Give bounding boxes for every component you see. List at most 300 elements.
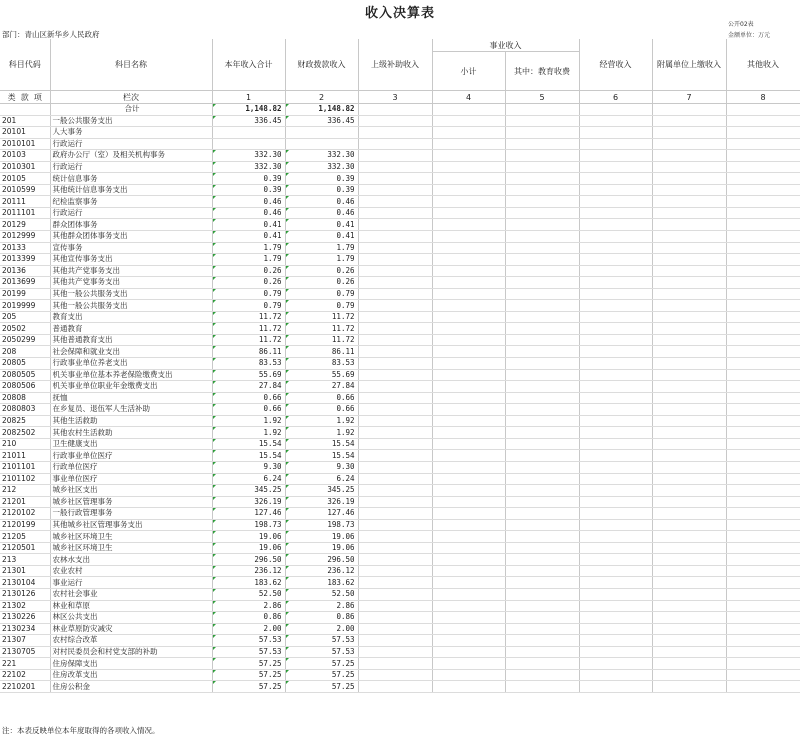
empty-cell [358, 277, 432, 289]
empty-cell [652, 623, 726, 635]
name-cell: 政府办公厅（室）及相关机构事务 [50, 150, 212, 162]
empty-cell [432, 427, 505, 439]
header-cat: 类 [7, 92, 16, 102]
empty-cell [505, 542, 579, 554]
table-row [0, 554, 800, 566]
empty-cell [358, 392, 432, 404]
name-cell: 在乡复员、退伍军人生活补助 [50, 404, 212, 416]
fiscal-income-cell: 183.62 [285, 577, 358, 589]
code-cell: 2080803 [0, 404, 50, 416]
name-cell: 其他一般公共服务支出 [50, 300, 212, 312]
table-row [0, 600, 800, 612]
empty-cell [432, 623, 505, 635]
unit-label: 金额单位：万元 [728, 32, 771, 39]
table-row [0, 635, 800, 647]
empty-cell [652, 565, 726, 577]
empty-cell [432, 173, 505, 185]
empty-cell [505, 381, 579, 393]
empty-cell [358, 450, 432, 462]
name-cell: 林业和草原 [50, 600, 212, 612]
empty-cell [652, 646, 726, 658]
empty-cell [505, 658, 579, 670]
empty-cell [358, 369, 432, 381]
table-row [0, 311, 800, 323]
header-affiliated: 附属单位上缴收入 [652, 39, 726, 91]
code-cell: 2010101 [0, 138, 50, 150]
empty-cell [652, 392, 726, 404]
empty-cell [505, 565, 579, 577]
table-row [0, 485, 800, 497]
empty-cell [358, 127, 432, 139]
total-income-cell: 0.46 [212, 196, 285, 208]
name-cell: 农村综合改革 [50, 635, 212, 647]
fiscal-income-cell: 1.92 [285, 415, 358, 427]
empty-cell [579, 438, 652, 450]
fiscal-income-cell: 326.19 [285, 496, 358, 508]
total-income-cell: 0.86 [212, 612, 285, 624]
empty-cell [579, 623, 652, 635]
empty-cell [652, 265, 726, 277]
header-code: 科目代码 [0, 39, 50, 91]
empty-cell [358, 508, 432, 520]
empty-cell [358, 115, 432, 127]
empty-cell [432, 346, 505, 358]
fiscal-income-cell: 0.46 [285, 207, 358, 219]
empty-cell [726, 277, 800, 289]
table-row [0, 577, 800, 589]
fiscal-income-cell: 0.79 [285, 288, 358, 300]
empty-cell [358, 311, 432, 323]
code-cell: 2050299 [0, 334, 50, 346]
empty-cell [652, 300, 726, 312]
table-row [0, 138, 800, 150]
empty-cell [726, 173, 800, 185]
table-row [0, 277, 800, 289]
empty-cell [652, 369, 726, 381]
empty-cell [579, 277, 652, 289]
header-fiscal: 财政拨款收入 [285, 39, 358, 91]
empty-cell [358, 104, 432, 116]
empty-cell [358, 681, 432, 693]
empty-cell [432, 265, 505, 277]
empty-cell [726, 288, 800, 300]
empty-cell [505, 588, 579, 600]
empty-cell [358, 612, 432, 624]
name-cell: 行政事业单位养老支出 [50, 358, 212, 370]
empty-cell [432, 658, 505, 670]
empty-cell [726, 334, 800, 346]
table-row [0, 669, 800, 681]
fiscal-income-cell: 2.86 [285, 600, 358, 612]
fiscal-income-cell: 198.73 [285, 519, 358, 531]
table-row [0, 450, 800, 462]
total-income-cell [212, 127, 285, 139]
total-income-cell: 1.92 [212, 427, 285, 439]
fiscal-income-cell: 0.46 [285, 196, 358, 208]
empty-cell [579, 461, 652, 473]
empty-cell [358, 404, 432, 416]
total-income-cell: 55.69 [212, 369, 285, 381]
income-table [0, 39, 800, 693]
empty-cell [505, 346, 579, 358]
code-cell: 2012999 [0, 231, 50, 243]
empty-cell [652, 311, 726, 323]
empty-cell [652, 473, 726, 485]
table-row [0, 323, 800, 335]
total-income-cell: 15.54 [212, 450, 285, 462]
empty-cell [358, 254, 432, 266]
empty-cell [652, 231, 726, 243]
total-income-cell: 0.41 [212, 231, 285, 243]
empty-cell [579, 612, 652, 624]
empty-cell [432, 358, 505, 370]
empty-cell [726, 681, 800, 693]
empty-cell [505, 311, 579, 323]
empty-cell [652, 427, 726, 439]
empty-cell [726, 588, 800, 600]
empty-cell [432, 612, 505, 624]
table-row [0, 531, 800, 543]
total-income-cell: 9.30 [212, 461, 285, 473]
empty-cell [358, 600, 432, 612]
empty-cell [652, 519, 726, 531]
empty-cell [579, 542, 652, 554]
total-income-cell: 57.25 [212, 669, 285, 681]
fiscal-income-cell: 2.00 [285, 623, 358, 635]
empty-cell [579, 115, 652, 127]
fiscal-income-cell: 332.30 [285, 150, 358, 162]
empty-cell [726, 161, 800, 173]
fiscal-income-cell: 345.25 [285, 485, 358, 497]
table-row [0, 461, 800, 473]
fiscal-income-cell: 0.66 [285, 404, 358, 416]
code-cell: 212 [0, 485, 50, 497]
empty-cell [579, 150, 652, 162]
empty-cell [579, 565, 652, 577]
empty-cell [726, 358, 800, 370]
empty-cell [505, 508, 579, 520]
empty-cell [579, 485, 652, 497]
total-income-cell: 345.25 [212, 485, 285, 497]
empty-cell [579, 323, 652, 335]
total-income-cell: 11.72 [212, 311, 285, 323]
empty-cell [579, 381, 652, 393]
empty-cell [505, 473, 579, 485]
empty-cell [358, 138, 432, 150]
code-cell: 2013699 [0, 277, 50, 289]
code-cell: 21301 [0, 565, 50, 577]
empty-cell [505, 438, 579, 450]
total-income-cell: 11.72 [212, 334, 285, 346]
empty-cell [505, 519, 579, 531]
empty-cell [432, 277, 505, 289]
header-kuan: 款 [20, 92, 29, 102]
empty-cell [726, 346, 800, 358]
empty-cell [358, 265, 432, 277]
empty-cell [579, 531, 652, 543]
total-income-cell: 236.12 [212, 565, 285, 577]
column-number: 8 [726, 91, 800, 104]
empty-cell [579, 173, 652, 185]
total-income-cell: 0.66 [212, 404, 285, 416]
empty-cell [505, 196, 579, 208]
code-cell: 22102 [0, 669, 50, 681]
empty-cell [358, 323, 432, 335]
empty-cell [432, 542, 505, 554]
empty-cell [358, 588, 432, 600]
empty-cell [579, 346, 652, 358]
empty-cell [358, 207, 432, 219]
empty-cell [505, 600, 579, 612]
empty-cell [726, 115, 800, 127]
empty-cell [726, 600, 800, 612]
name-cell: 行政运行 [50, 138, 212, 150]
name-cell: 普通教育 [50, 323, 212, 335]
empty-cell [358, 531, 432, 543]
empty-cell [358, 565, 432, 577]
empty-cell [652, 681, 726, 693]
empty-cell [579, 184, 652, 196]
table-row [0, 300, 800, 312]
fiscal-income-cell: 57.25 [285, 681, 358, 693]
total-income-cell: 2.86 [212, 600, 285, 612]
empty-cell [579, 334, 652, 346]
empty-cell [505, 681, 579, 693]
name-cell: 住房保障支出 [50, 658, 212, 670]
empty-cell [432, 369, 505, 381]
header-total: 本年收入合计 [212, 39, 285, 91]
empty-cell [505, 277, 579, 289]
empty-cell [358, 485, 432, 497]
empty-cell [726, 127, 800, 139]
total-income-cell: 0.66 [212, 392, 285, 404]
code-cell: 20133 [0, 242, 50, 254]
empty-cell [579, 404, 652, 416]
empty-cell [652, 461, 726, 473]
empty-cell [579, 658, 652, 670]
empty-cell [726, 519, 800, 531]
code-cell: 2101101 [0, 461, 50, 473]
name-cell: 农业农村 [50, 565, 212, 577]
empty-cell [358, 519, 432, 531]
empty-cell [432, 438, 505, 450]
empty-cell [358, 173, 432, 185]
empty-cell [505, 161, 579, 173]
name-cell: 城乡社区支出 [50, 485, 212, 497]
empty-cell [358, 381, 432, 393]
empty-cell [505, 531, 579, 543]
name-cell: 一般行政管理事务 [50, 508, 212, 520]
name-cell: 林区公共支出 [50, 612, 212, 624]
header-subtotal: 小计 [432, 52, 505, 91]
header-operating: 经营收入 [579, 39, 652, 91]
table-row [0, 473, 800, 485]
empty-cell [652, 669, 726, 681]
code-cell: 21302 [0, 600, 50, 612]
empty-cell [579, 392, 652, 404]
footnote: 注：本表反映单位本年度取得的各项收入情况。 [2, 726, 160, 735]
empty-cell [358, 461, 432, 473]
column-number: 1 [212, 91, 285, 104]
total-fiscal-cell: 1,148.82 [285, 104, 358, 116]
department-label: 部门：青山区新华乡人民政府 [2, 30, 100, 39]
code-cell: 20825 [0, 415, 50, 427]
empty-cell [579, 669, 652, 681]
empty-cell [579, 496, 652, 508]
name-cell: 城乡社区管理事务 [50, 496, 212, 508]
table-row [0, 681, 800, 693]
empty-cell [505, 496, 579, 508]
empty-cell [432, 404, 505, 416]
empty-cell [432, 381, 505, 393]
empty-cell [726, 231, 800, 243]
empty-cell [505, 577, 579, 589]
empty-cell [726, 669, 800, 681]
name-cell: 住房改革支出 [50, 669, 212, 681]
empty-cell [358, 334, 432, 346]
empty-cell [726, 265, 800, 277]
name-cell: 对村民委员会和村党支部的补助 [50, 646, 212, 658]
total-income-cell: 326.19 [212, 496, 285, 508]
empty-cell [579, 519, 652, 531]
total-income-cell: 332.30 [212, 150, 285, 162]
empty-cell [432, 161, 505, 173]
fiscal-income-cell: 6.24 [285, 473, 358, 485]
empty-cell [579, 635, 652, 647]
table-row [0, 207, 800, 219]
empty-cell [579, 196, 652, 208]
empty-cell [432, 150, 505, 162]
empty-cell [579, 577, 652, 589]
name-cell: 一般公共服务支出 [50, 115, 212, 127]
table-row [0, 334, 800, 346]
empty-cell [652, 381, 726, 393]
code-cell: 2101102 [0, 473, 50, 485]
total-income-cell: 1.92 [212, 415, 285, 427]
fiscal-income-cell: 0.39 [285, 173, 358, 185]
total-income-cell: 11.72 [212, 323, 285, 335]
name-cell: 住房公积金 [50, 681, 212, 693]
empty-cell [432, 496, 505, 508]
empty-cell [358, 438, 432, 450]
code-cell: 205 [0, 311, 50, 323]
empty-cell [358, 623, 432, 635]
empty-cell [726, 438, 800, 450]
empty-cell [652, 115, 726, 127]
empty-cell [726, 311, 800, 323]
empty-cell [652, 577, 726, 589]
empty-cell [505, 461, 579, 473]
fiscal-income-cell: 1.92 [285, 427, 358, 439]
total-income-cell: 57.25 [212, 658, 285, 670]
empty-cell [358, 427, 432, 439]
empty-cell [505, 150, 579, 162]
empty-cell [726, 461, 800, 473]
code-cell: 2120501 [0, 542, 50, 554]
empty-cell [358, 150, 432, 162]
empty-cell [579, 231, 652, 243]
table-row [0, 231, 800, 243]
empty-cell [726, 219, 800, 231]
empty-cell [726, 184, 800, 196]
fiscal-income-cell: 57.25 [285, 658, 358, 670]
empty-cell [579, 242, 652, 254]
name-cell: 宣传事务 [50, 242, 212, 254]
fiscal-income-cell: 11.72 [285, 334, 358, 346]
empty-cell [505, 334, 579, 346]
table-row [0, 612, 800, 624]
empty-cell [726, 138, 800, 150]
code-cell: 21011 [0, 450, 50, 462]
empty-cell [726, 254, 800, 266]
empty-cell [652, 254, 726, 266]
total-income-cell: 1.79 [212, 254, 285, 266]
empty-cell [432, 508, 505, 520]
header-edu: 其中：教育收费 [505, 52, 579, 91]
name-cell: 行政运行 [50, 207, 212, 219]
empty-cell [358, 415, 432, 427]
empty-cell [432, 392, 505, 404]
table-row [0, 427, 800, 439]
code-cell: 2130126 [0, 588, 50, 600]
empty-cell [432, 104, 505, 116]
empty-cell [652, 138, 726, 150]
empty-cell [432, 669, 505, 681]
empty-cell [652, 531, 726, 543]
empty-cell [358, 346, 432, 358]
fiscal-income-cell: 57.25 [285, 669, 358, 681]
empty-cell [579, 588, 652, 600]
code-cell: 2210201 [0, 681, 50, 693]
empty-cell [505, 127, 579, 139]
header-column-no: 栏次 [50, 91, 212, 104]
empty-cell [652, 104, 726, 116]
code-cell: 20111 [0, 196, 50, 208]
empty-cell [579, 207, 652, 219]
empty-cell [505, 104, 579, 116]
table-row [0, 588, 800, 600]
fiscal-income-cell: 9.30 [285, 461, 358, 473]
table-row [0, 265, 800, 277]
table-row [0, 565, 800, 577]
name-cell: 纪检监察事务 [50, 196, 212, 208]
total-income-cell: 0.79 [212, 288, 285, 300]
empty-cell [652, 219, 726, 231]
empty-cell [652, 207, 726, 219]
fiscal-income-cell: 0.79 [285, 300, 358, 312]
fiscal-income-cell [285, 138, 358, 150]
name-cell: 其他农村生活救助 [50, 427, 212, 439]
table-row [0, 219, 800, 231]
empty-cell [432, 184, 505, 196]
table-row [0, 496, 800, 508]
fiscal-income-cell: 83.53 [285, 358, 358, 370]
empty-cell [652, 127, 726, 139]
empty-cell [358, 542, 432, 554]
table-row [0, 381, 800, 393]
empty-cell [432, 473, 505, 485]
empty-cell [726, 565, 800, 577]
empty-cell [652, 415, 726, 427]
empty-cell [726, 542, 800, 554]
empty-cell [726, 369, 800, 381]
fiscal-income-cell: 0.66 [285, 392, 358, 404]
fiscal-income-cell: 0.26 [285, 277, 358, 289]
name-cell: 机关事业单位基本养老保险缴费支出 [50, 369, 212, 381]
total-income-cell: 1,148.82 [212, 104, 285, 116]
empty-cell [652, 612, 726, 624]
table-row [0, 415, 800, 427]
